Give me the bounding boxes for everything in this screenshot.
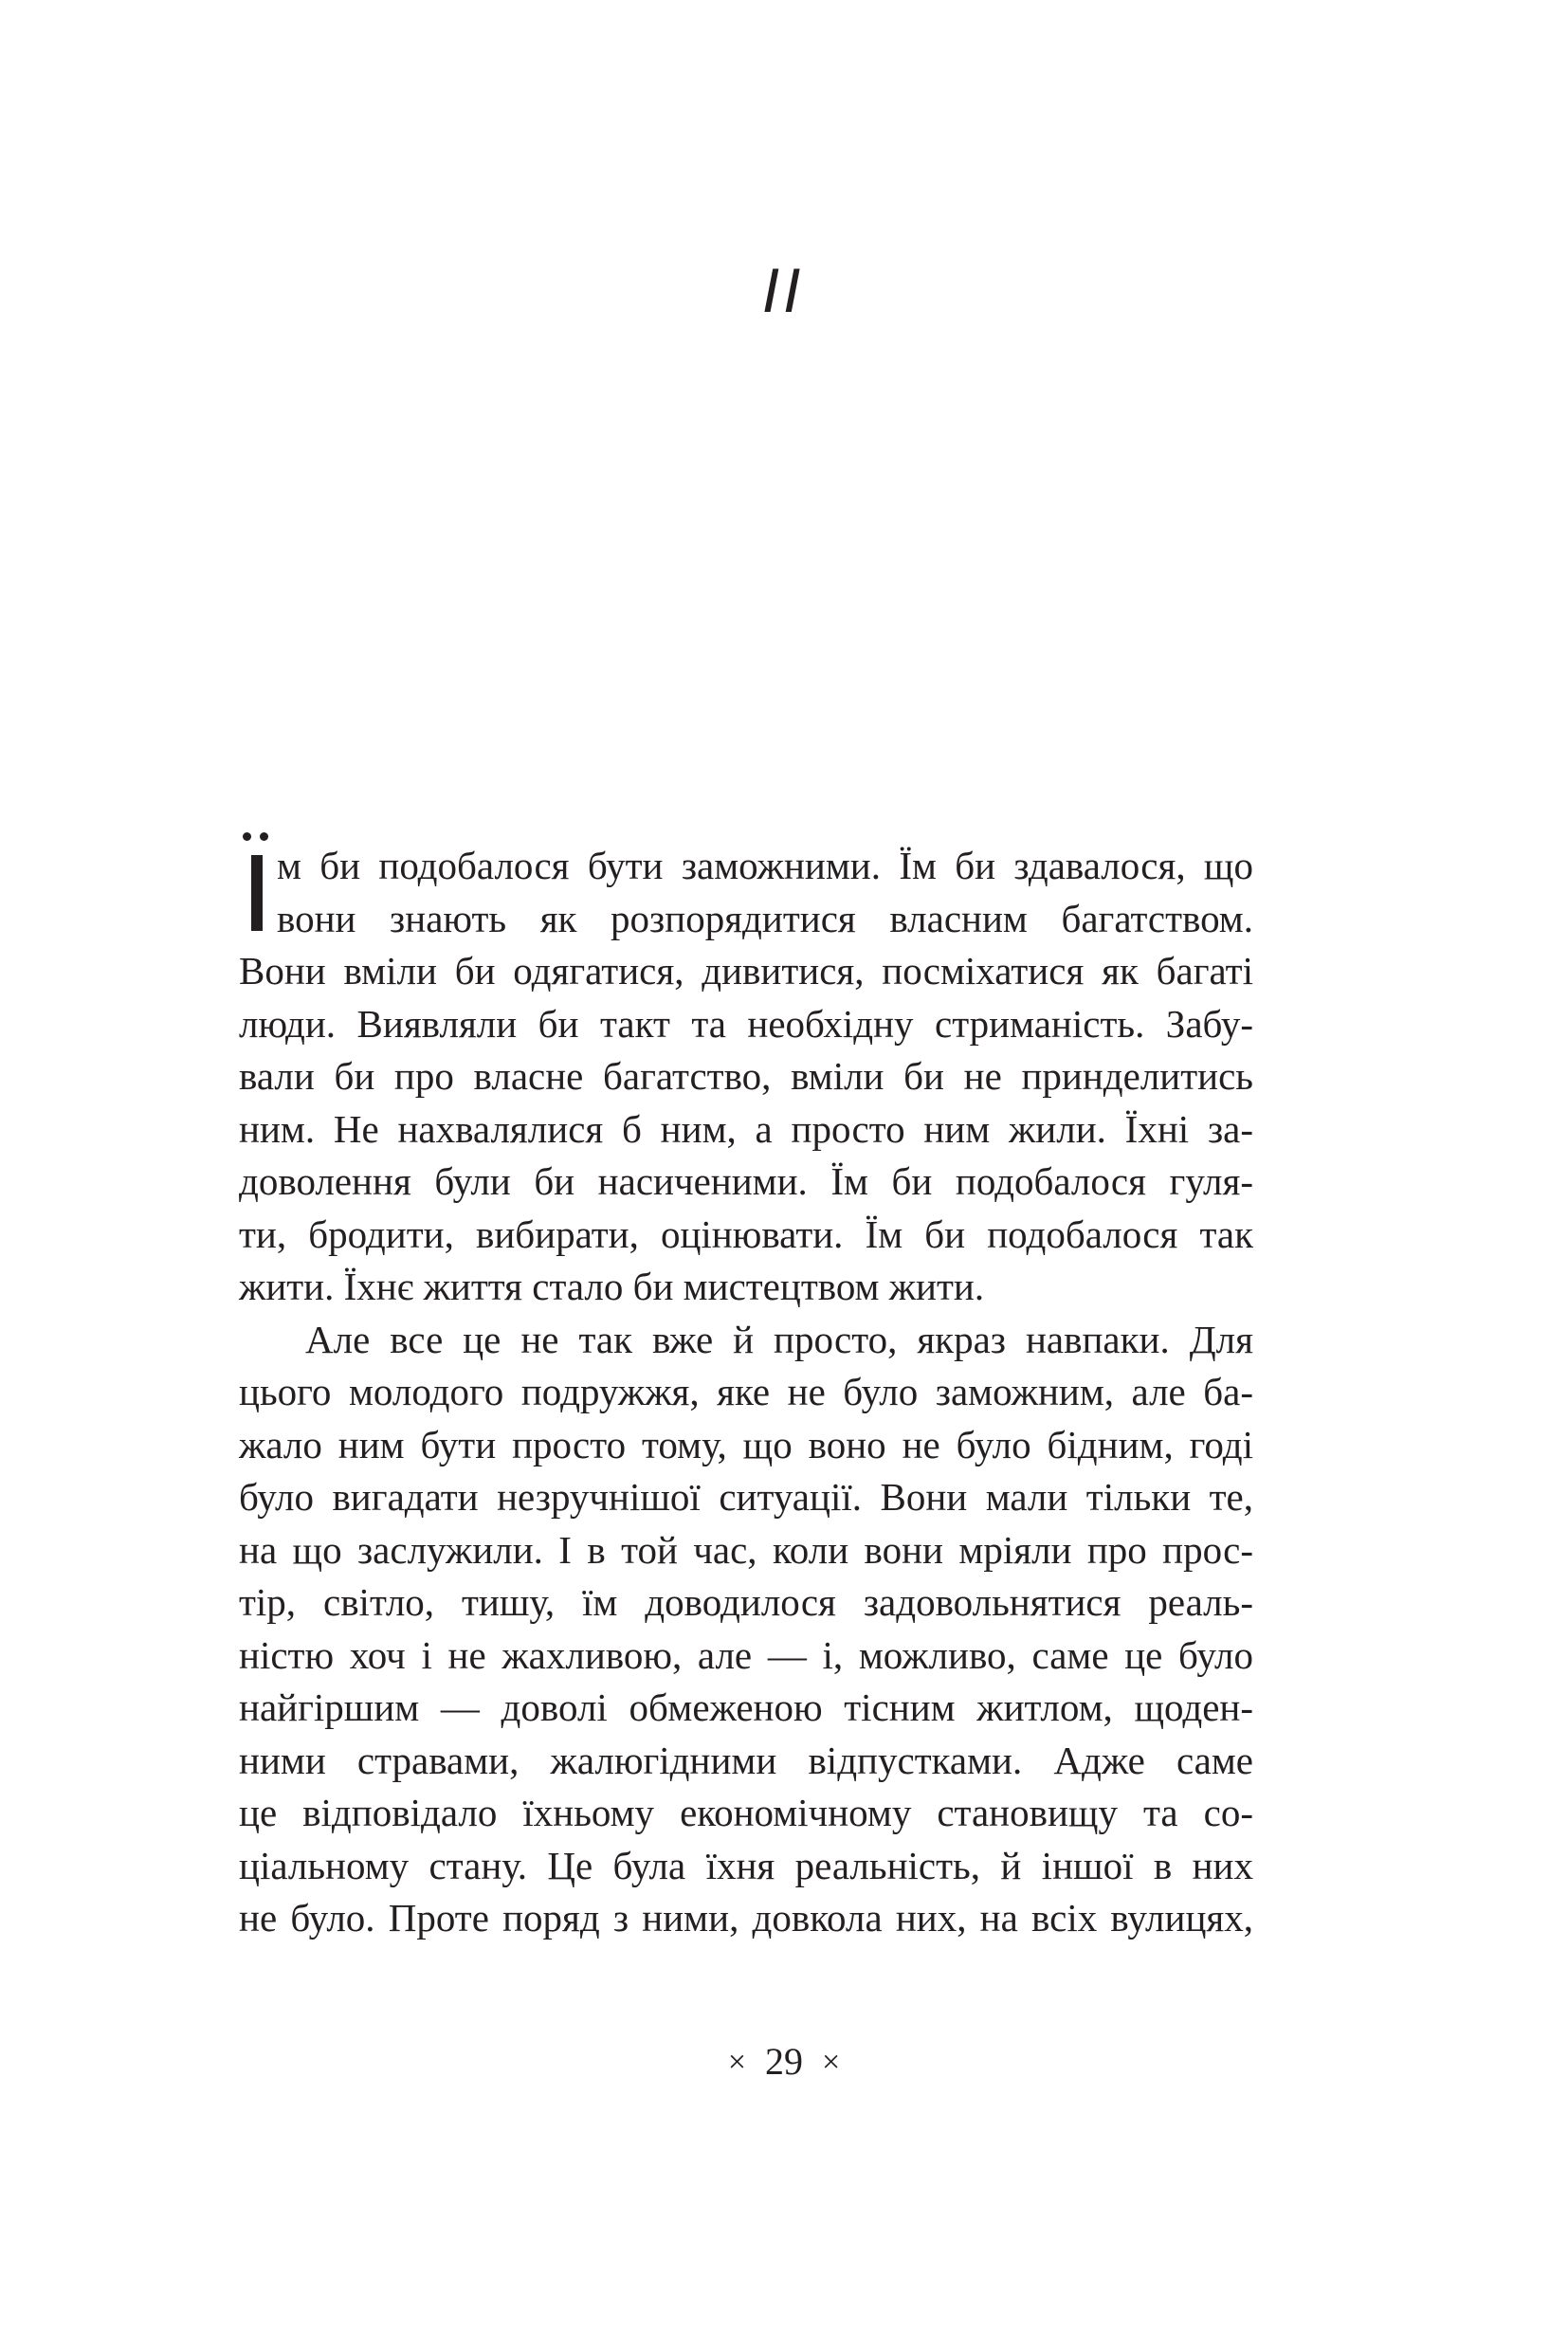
text-line: Вони вміли би одягатися, дивитися, посміхатися як багаті <box>239 949 1253 993</box>
paragraph-1 <box>239 840 1253 1314</box>
dropcap <box>246 840 267 931</box>
text-line: на що заслужили. І в той час, коли вони мріяли про прос- <box>239 1527 1253 1572</box>
text-line: вони знають як розпорядитися власним багатством. <box>277 896 1253 940</box>
text-line: найгіршим — доволі обмеженою тісним житлом, щоден- <box>239 1685 1253 1729</box>
text-line: ністю хоч і не жахливою, але — і, можливо, саме це було <box>239 1632 1253 1677</box>
body-text <box>239 840 1253 1945</box>
text-line: тір, світло, тишу, їм доводилося задовольнятися реаль- <box>239 1580 1253 1624</box>
dropcap-dot-left <box>243 832 251 841</box>
text-line: ними стравами, жалюгідними відпустками. Адже саме <box>239 1738 1253 1782</box>
text-line: не було. Проте поряд з ними, довкола них, на всіх вулицях, <box>239 1896 1253 1940</box>
page-number: 29 <box>765 2040 803 2083</box>
text-line: жити. Їхнє життя стало би мистецтвом жити. <box>239 1265 985 1308</box>
text-line: ціальному стану. Це була їхня реальність, й іншої в них <box>239 1843 1253 1887</box>
text-line: це відповідало їхньому економічному становищу та со- <box>239 1791 1253 1834</box>
text-line: ним. Не нахвалялися б ним, а просто ним жили. Їхні за- <box>239 1106 1253 1151</box>
dropcap-dot-right <box>260 832 268 841</box>
ornament-left: × <box>727 2045 746 2080</box>
dropcap-stem <box>251 855 263 931</box>
page-footer <box>0 2038 1568 2086</box>
text-line: ти, бродити, вибирати, оцінювати. Їм би подобалося так <box>239 1211 1253 1256</box>
text-line: цього молодого подружжя, яке не було заможним, але ба- <box>239 1370 1253 1413</box>
chapter-number: II <box>762 257 806 326</box>
text-line: м би подобалося бути заможними. Їм би здавалося, що <box>277 844 1253 887</box>
text-line: люди. Виявляли би такт та необхідну стриманість. Забу- <box>239 1001 1253 1046</box>
text-line: жало ним бути просто тому, що воно не було бідним, годі <box>239 1422 1253 1466</box>
text-line: вали би про власне багатство, вміли би не принделитись <box>239 1054 1253 1098</box>
text-line: доволення були би насиченими. Їм би подобалося гуля- <box>239 1159 1253 1203</box>
paragraph-2 <box>239 1314 1253 1945</box>
text-line: Але все це не так вже й просто, якраз навпаки. Для <box>305 1317 1253 1361</box>
text-line: було вигадати незручнішої ситуації. Вони мали тільки те, <box>239 1475 1253 1519</box>
ornament-right: × <box>822 2045 841 2080</box>
